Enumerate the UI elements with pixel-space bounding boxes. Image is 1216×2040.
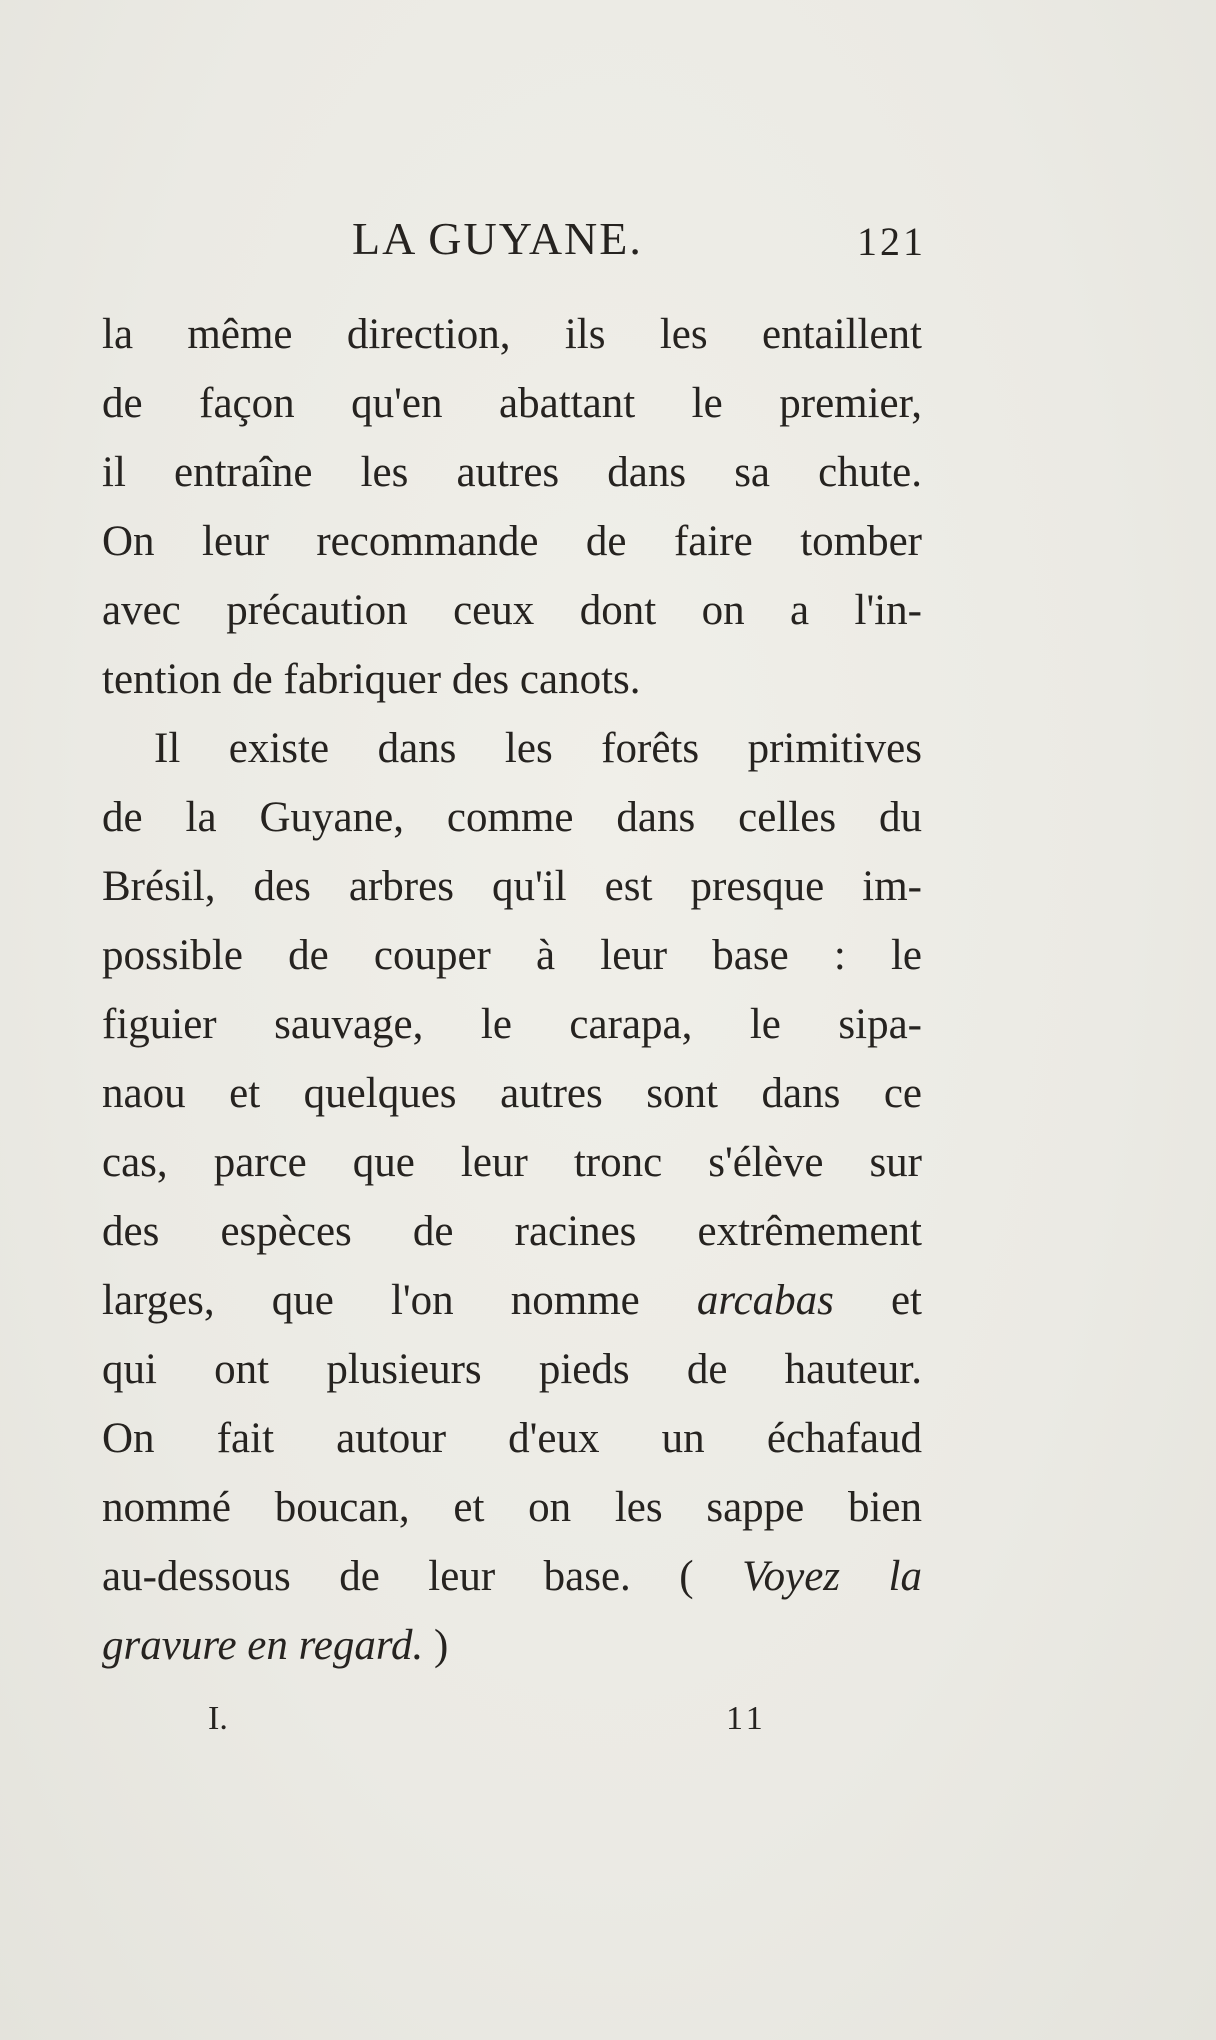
volume-mark: I.	[208, 1700, 228, 1737]
text-line: des espèces de racines extrêmement	[102, 1208, 922, 1255]
text-line: On leur recommande de faire tomber	[102, 518, 922, 565]
sheet-signature: 11	[726, 1700, 767, 1737]
text-line: figuier sauvage, le carapa, le sipa-	[102, 1001, 922, 1048]
italic-term: arcabas	[696, 1277, 834, 1324]
text-line: de la Guyane, comme dans celles du	[102, 794, 922, 841]
text-line: qui ont plusieurs pieds de hauteur.	[102, 1346, 922, 1393]
page-number: 121	[857, 219, 926, 264]
body-text	[102, 300, 922, 1680]
text-line: tention de fabriquer des canots.	[102, 656, 641, 703]
text-line: possible de couper à leur base : le	[102, 932, 922, 979]
text-line: Il existe dans les forêts primitives	[154, 725, 922, 772]
text-line: la même direction, ils les entaillent	[102, 311, 922, 358]
italic-reference: Voyez la	[742, 1553, 922, 1600]
text-line: cas, parce que leur tronc s'élève sur	[102, 1139, 922, 1186]
text-line: Brésil, des arbres qu'il est presque im-	[102, 863, 922, 910]
text-line: il entraîne les autres dans sa chute.	[102, 449, 922, 496]
running-title: LA GUYANE.	[352, 213, 643, 264]
text-line: avec précaution ceux dont on a l'in-	[102, 587, 922, 634]
text-line: gravure en regard. )	[102, 1622, 449, 1669]
page-footer	[100, 1700, 930, 1750]
text-line: naou et quelques autres sont dans ce	[102, 1070, 922, 1117]
running-head	[100, 212, 930, 272]
text-line: au-dessous de leur base. ( Voyez la	[102, 1553, 922, 1600]
italic-reference: gravure en regard.	[102, 1622, 424, 1669]
text-line: nommé boucan, et on les sappe bien	[102, 1484, 922, 1531]
text-line: larges, que l'on nomme arcabas et	[102, 1277, 923, 1324]
text-line: On fait autour d'eux un échafaud	[102, 1415, 922, 1462]
text-line: de façon qu'en abattant le premier,	[102, 380, 922, 427]
